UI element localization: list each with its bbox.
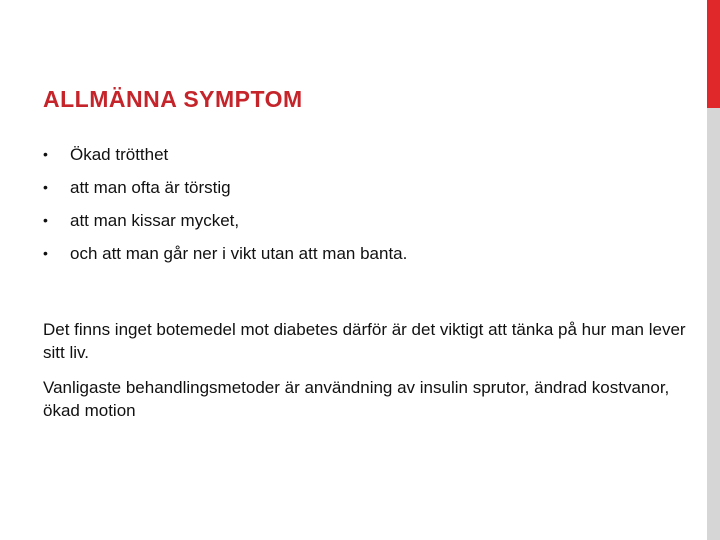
bullet-icon: • (43, 146, 48, 162)
list-item-text: att man ofta är törstig (70, 178, 231, 197)
accent-bar-gray (707, 108, 720, 540)
list-item (43, 176, 683, 199)
paragraph-treatment-methods: Vanligaste behandlingsmetoder är användning av insulin sprutor, ändrad kostvanor, ökad motion (43, 378, 670, 420)
list-item-text: och att man går ner i vikt utan att man banta. (70, 244, 408, 263)
paragraph-treatment-note: Det finns inget botemedel mot diabetes därför är det viktigt att tänka på hur man lever sitt liv. (43, 320, 686, 362)
list-item (43, 242, 683, 265)
accent-bar-red (707, 0, 720, 108)
list-item-text: att man kissar mycket, (70, 211, 240, 230)
slide-title: ALLMÄNNA SYMPTOM (43, 86, 303, 112)
bullet-icon: • (43, 179, 48, 195)
list-item (43, 143, 683, 166)
list-item (43, 209, 683, 232)
symptom-list (43, 143, 683, 275)
bullet-icon: • (43, 212, 48, 228)
list-item-text: Ökad trötthet (70, 145, 169, 164)
bullet-icon: • (43, 245, 48, 261)
